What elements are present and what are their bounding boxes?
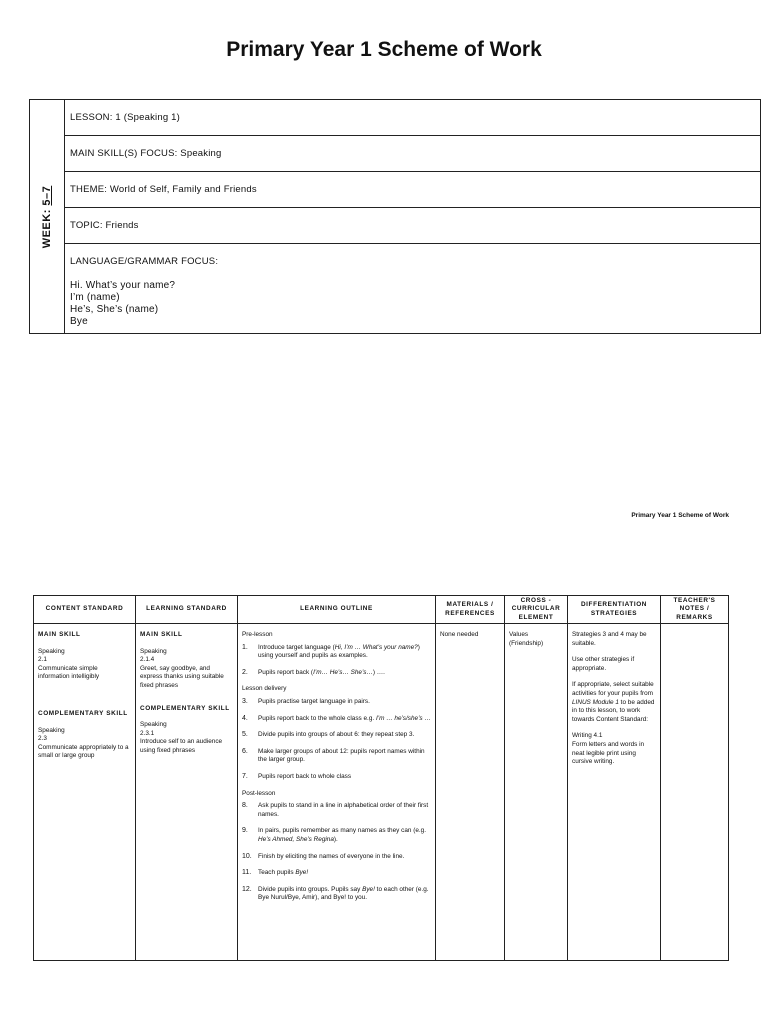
teacher-notes-cell xyxy=(661,624,729,961)
outline-step: 1. Introduce target language (Hi, I’m … What’s your name?) using yourself and pupils as examples. xyxy=(242,643,420,660)
outline-step: 12. Divide pupils into groups. Pupils say Bye! to each other (e.g. Bye Nurul/Bye, Amir), and Bye! to you. xyxy=(242,885,429,902)
cs-main-line: 2.1 xyxy=(38,656,47,664)
materials-cell: None needed xyxy=(436,624,505,961)
outline-step: 2. Pupils report back (I’m… He’s… She’s…) …. xyxy=(242,668,385,676)
running-head: Primary Year 1 Scheme of Work xyxy=(631,512,729,519)
main-skill-heading: MAIN SKILL xyxy=(140,631,183,638)
complementary-skill-heading: COMPLEMENTARY SKILL xyxy=(38,709,128,717)
cs-comp-line: Speaking xyxy=(38,726,65,734)
lesson-delivery-label: Lesson delivery xyxy=(242,685,287,693)
header-materials: MATERIALS / REFERENCES xyxy=(436,596,505,624)
diff-text: Form letters and words in neat legible print using cursive writing. xyxy=(572,740,645,766)
ls-main-line: Speaking xyxy=(140,647,167,655)
outline-step: 11. Teach pupils Bye! xyxy=(242,869,309,877)
ls-comp-line: Speaking xyxy=(140,721,167,729)
grammar-line: Bye xyxy=(70,316,88,327)
main-skill-heading: MAIN SKILL xyxy=(38,631,81,638)
lesson-info-table xyxy=(29,99,761,334)
outline-step: 6. Make larger groups of about 12: pupils report names within the larger group. xyxy=(242,747,425,764)
complementary-skill-heading: COMPLEMENTARY SKILL xyxy=(140,704,230,712)
pre-lesson-label: Pre-lesson xyxy=(242,631,273,638)
outline-step: 7. Pupils report back to whole class xyxy=(242,772,352,780)
ls-comp-line: 2.3.1 xyxy=(140,729,155,737)
ls-main-line: 2.1.4 xyxy=(140,656,155,664)
main-skill-field: MAIN SKILL(S) FOCUS: Speaking xyxy=(65,136,761,172)
scheme-of-work-table xyxy=(33,595,729,961)
diff-text: Writing 4.1 xyxy=(572,732,603,740)
grammar-focus-heading: LANGUAGE/GRAMMAR FOCUS: xyxy=(70,256,219,267)
header-cross-curricular: CROSS - CURRICULAR ELEMENT xyxy=(505,596,568,624)
table-header-row xyxy=(34,596,729,624)
outline-step: 5. Divide pupils into groups of about 6: they repeat step 3. xyxy=(242,731,415,739)
outline-step: 10. Finish by eliciting the names of everyone in the line. xyxy=(242,852,405,860)
header-content-standard: CONTENT STANDARD xyxy=(34,596,136,624)
cs-comp-line: 2.3 xyxy=(38,735,47,743)
lesson-field: LESSON: 1 (Speaking 1) xyxy=(65,100,761,136)
topic-field: TOPIC: Friends xyxy=(65,208,761,244)
post-lesson-label: Post-lesson xyxy=(242,789,276,797)
header-learning-standard: LEARNING STANDARD xyxy=(136,596,238,624)
content-standard-cell xyxy=(34,624,136,961)
diff-text: If appropriate, select suitable activities for your pupils from LINUS Module 1 to be added in to this lesson, to work towards Content Standard: xyxy=(572,681,655,723)
cross-curricular-cell: Values (Friendship) xyxy=(505,624,568,961)
week-label xyxy=(41,185,53,248)
cs-main-line: Communicate simple information intelligibly xyxy=(38,664,100,681)
table-row xyxy=(34,624,729,961)
outline-step: 9. In pairs, pupils remember as many names as they can (e.g. He’s Ahmed, She’s Regina). xyxy=(242,827,427,843)
grammar-lines xyxy=(70,280,760,328)
week-value: 5–7 xyxy=(41,185,53,206)
grammar-line: Hi. What’s your name? xyxy=(70,280,176,291)
cs-main-line: Speaking xyxy=(38,647,65,655)
grammar-focus-cell xyxy=(65,244,761,334)
header-teacher-notes: TEACHER'S NOTES / REMARKS xyxy=(661,596,729,624)
diff-text: Use other strategies if appropriate. xyxy=(572,656,635,672)
theme-field: THEME: World of Self, Family and Friends xyxy=(65,172,761,208)
ls-main-line: Greet, say goodbye, and express thanks using suitable fixed phrases xyxy=(140,664,224,689)
ls-comp-line: Introduce self to an audience using fixed phrases xyxy=(140,738,223,754)
outline-step: 3. Pupils practise target language in pairs. xyxy=(242,697,370,705)
learning-standard-cell xyxy=(136,624,238,961)
document-title: Primary Year 1 Scheme of Work xyxy=(226,38,542,61)
week-cell xyxy=(30,100,65,334)
grammar-line: I’m (name) xyxy=(70,292,120,303)
header-differentiation: DIFFERENTIATION STRATEGIES xyxy=(568,596,661,624)
diff-text: Strategies 3 and 4 may be suitable. xyxy=(572,631,647,647)
header-learning-outline: LEARNING OUTLINE xyxy=(238,596,436,624)
week-prefix: WEEK: xyxy=(41,208,53,248)
cs-comp-line: Communicate appropriately to a small or large group xyxy=(38,743,129,760)
differentiation-cell xyxy=(568,624,661,961)
grammar-line: He’s, She’s (name) xyxy=(70,304,159,315)
outline-step: 8. Ask pupils to stand in a line in alphabetical order of their first names. xyxy=(242,802,429,818)
outline-step: 4. Pupils report back to the whole class e.g. I’m … he’s/she’s … xyxy=(242,714,431,722)
learning-outline-cell xyxy=(238,624,436,961)
